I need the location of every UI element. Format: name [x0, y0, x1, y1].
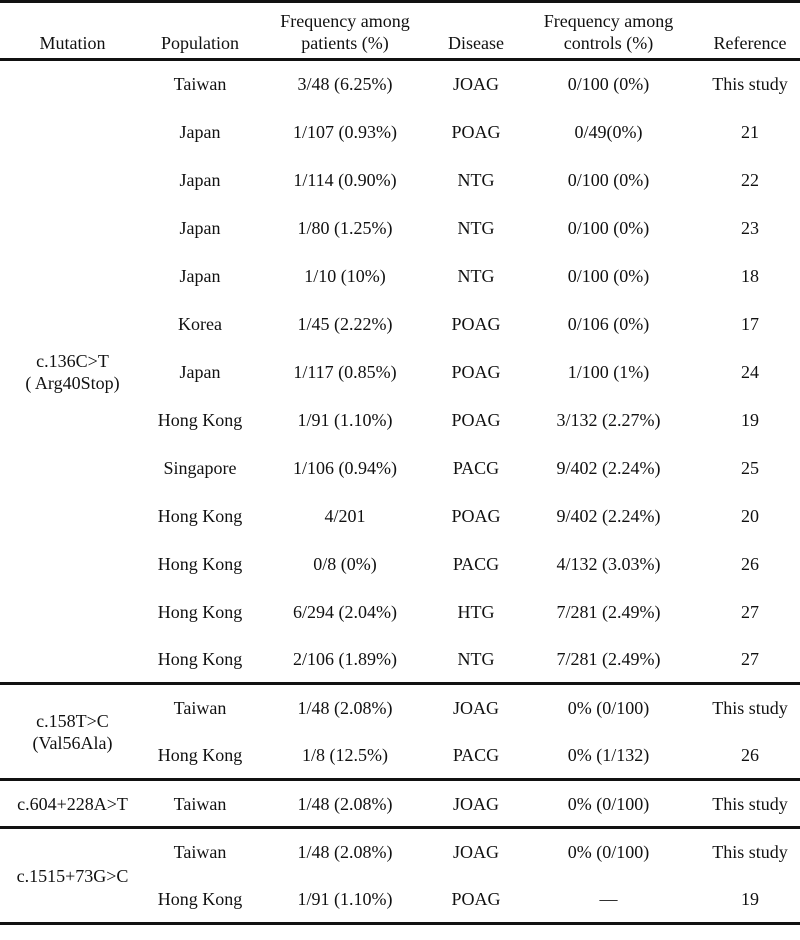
population-cell: Japan	[179, 217, 221, 238]
controls-frequency-cell: 0/100 (0%)	[567, 74, 650, 95]
mutation-cell	[0, 780, 145, 828]
population-cell: Hong Kong	[157, 601, 243, 622]
controls-frequency-cell: 1/100 (1%)	[567, 361, 650, 382]
reference-cell: 26	[741, 553, 759, 574]
population-cell: Japan	[179, 265, 221, 286]
patients-frequency-cell: 1/106 (0.94%)	[293, 457, 397, 478]
disease-cell: JOAG	[435, 780, 517, 828]
controls-frequency-cell: 4/132 (3.03%)	[556, 553, 661, 574]
patients-frequency-cell: 4/201	[324, 505, 366, 526]
population-cell: Taiwan	[145, 780, 255, 828]
patients-frequency-cell: 1/114 (0.90%)	[293, 169, 397, 190]
mutation-name: c.604+228A>T	[17, 793, 128, 814]
disease-cell: HTG	[457, 601, 495, 622]
header-freq-patients-line1: Frequency among	[280, 11, 410, 31]
patients-frequency-cell: 1/10 (10%)	[304, 265, 386, 286]
reference-cell: 21	[741, 121, 759, 142]
controls-frequency-cell: 0% (0/100)	[517, 828, 700, 876]
population-cell: Hong Kong	[157, 409, 243, 430]
population-cell: Taiwan	[145, 828, 255, 876]
header-mutation: Mutation	[0, 2, 145, 60]
controls-frequency-cell: 0% (0/100)	[517, 780, 700, 828]
disease-cell: PACG	[435, 732, 517, 780]
reference-cell: This study	[700, 684, 800, 732]
mutation-protein-change: (Val56Ala)	[32, 732, 113, 753]
header-freq-controls-line2: controls (%)	[563, 33, 654, 53]
population-cell: Hong Kong	[145, 636, 255, 684]
mutation-name: c.158T>C	[36, 710, 109, 731]
patients-frequency-cell: 0/8 (0%)	[313, 553, 377, 574]
controls-frequency-cell: 0/100 (0%)	[567, 169, 650, 190]
reference-cell: 18	[741, 265, 759, 286]
disease-cell: POAG	[451, 409, 501, 430]
mutation-name: c.1515+73G>C	[16, 865, 129, 886]
population-cell: Taiwan	[173, 74, 227, 95]
disease-cell: PACG	[452, 457, 500, 478]
patients-frequency-cell: 1/48 (2.08%)	[255, 780, 435, 828]
patients-frequency-cell: 1/8 (12.5%)	[255, 732, 435, 780]
header-freq-controls	[517, 2, 700, 60]
mutation-cell	[0, 828, 145, 924]
controls-frequency-cell: —	[517, 876, 700, 924]
population-cell: Japan	[179, 361, 221, 382]
disease-cell: NTG	[435, 636, 517, 684]
patients-frequency-cell: 6/294 (2.04%)	[293, 601, 397, 622]
controls-frequency-cell: 7/281 (2.49%)	[517, 636, 700, 684]
controls-frequency-cell: 9/402 (2.24%)	[556, 457, 661, 478]
controls-frequency-cell: 3/132 (2.27%)	[556, 409, 661, 430]
reference-cell: 19	[700, 876, 800, 924]
reference-cell: 27	[700, 636, 800, 684]
patients-frequency-cell: 1/91 (1.10%)	[297, 409, 393, 430]
header-reference: Reference	[700, 2, 800, 60]
table-row	[0, 828, 800, 876]
mutation-protein-change: ( Arg40Stop)	[25, 372, 120, 393]
controls-frequency-cell: 0/106 (0%)	[567, 313, 650, 334]
population-cell: Hong Kong	[157, 505, 243, 526]
reference-cell: 22	[741, 169, 759, 190]
table-body	[0, 60, 800, 924]
mutation-name: c.136C>T	[36, 350, 109, 371]
reference-cell: 19	[741, 409, 759, 430]
controls-frequency-cell: 0/100 (0%)	[567, 217, 650, 238]
patients-frequency-cell: 3/48 (6.25%)	[297, 74, 393, 95]
table-row	[0, 684, 800, 732]
table-row	[0, 780, 800, 828]
patients-frequency-cell: 2/106 (1.89%)	[255, 636, 435, 684]
controls-frequency-cell: 0/49(0%)	[574, 121, 643, 142]
disease-cell: POAG	[435, 876, 517, 924]
table-header	[0, 2, 800, 60]
disease-cell: PACG	[452, 553, 500, 574]
header-freq-controls-line1: Frequency among	[543, 11, 674, 31]
disease-cell: POAG	[451, 505, 501, 526]
reference-cell: 26	[700, 732, 800, 780]
disease-cell: NTG	[457, 169, 495, 190]
header-disease: Disease	[435, 2, 517, 60]
reference-cell: 17	[741, 313, 759, 334]
table-row	[0, 60, 800, 108]
population-cell: Singapore	[163, 457, 237, 478]
disease-cell: POAG	[451, 313, 501, 334]
disease-cell: NTG	[457, 265, 495, 286]
reference-cell: 27	[741, 601, 759, 622]
controls-frequency-cell: 7/281 (2.49%)	[556, 601, 661, 622]
disease-cell: JOAG	[435, 684, 517, 732]
population-cell: Japan	[179, 121, 221, 142]
reference-cell: 23	[741, 217, 759, 238]
disease-cell: POAG	[451, 361, 501, 382]
reference-cell: 25	[741, 457, 759, 478]
patients-frequency-cell: 1/48 (2.08%)	[255, 828, 435, 876]
header-population: Population	[145, 2, 255, 60]
controls-frequency-cell: 0% (1/132)	[517, 732, 700, 780]
reference-cell: 24	[741, 361, 759, 382]
population-cell: Hong Kong	[145, 876, 255, 924]
disease-cell: JOAG	[435, 828, 517, 876]
mutation-cell	[0, 684, 145, 780]
disease-cell: NTG	[457, 217, 495, 238]
controls-frequency-cell: 0% (0/100)	[517, 684, 700, 732]
controls-frequency-cell: 9/402 (2.24%)	[556, 505, 661, 526]
patients-frequency-cell: 1/117 (0.85%)	[293, 361, 397, 382]
reference-cell: This study	[700, 828, 800, 876]
patients-frequency-cell: 1/107 (0.93%)	[293, 121, 397, 142]
mutation-cell	[0, 60, 145, 684]
header-row	[0, 2, 800, 60]
population-cell: Hong Kong	[145, 732, 255, 780]
reference-cell: 20	[741, 505, 759, 526]
population-cell: Taiwan	[145, 684, 255, 732]
reference-cell: This study	[700, 780, 800, 828]
reference-cell: This study	[712, 74, 788, 95]
disease-cell: JOAG	[452, 74, 499, 95]
patients-frequency-cell: 1/45 (2.22%)	[297, 313, 393, 334]
controls-frequency-cell: 0/100 (0%)	[567, 265, 650, 286]
population-cell: Hong Kong	[157, 553, 243, 574]
header-freq-patients	[255, 2, 435, 60]
header-freq-patients-line2: patients (%)	[301, 33, 389, 53]
disease-cell: POAG	[451, 121, 501, 142]
population-cell: Japan	[179, 169, 221, 190]
population-cell: Korea	[178, 313, 222, 334]
patients-frequency-cell: 1/80 (1.25%)	[297, 217, 393, 238]
patients-frequency-cell: 1/91 (1.10%)	[255, 876, 435, 924]
patients-frequency-cell: 1/48 (2.08%)	[255, 684, 435, 732]
